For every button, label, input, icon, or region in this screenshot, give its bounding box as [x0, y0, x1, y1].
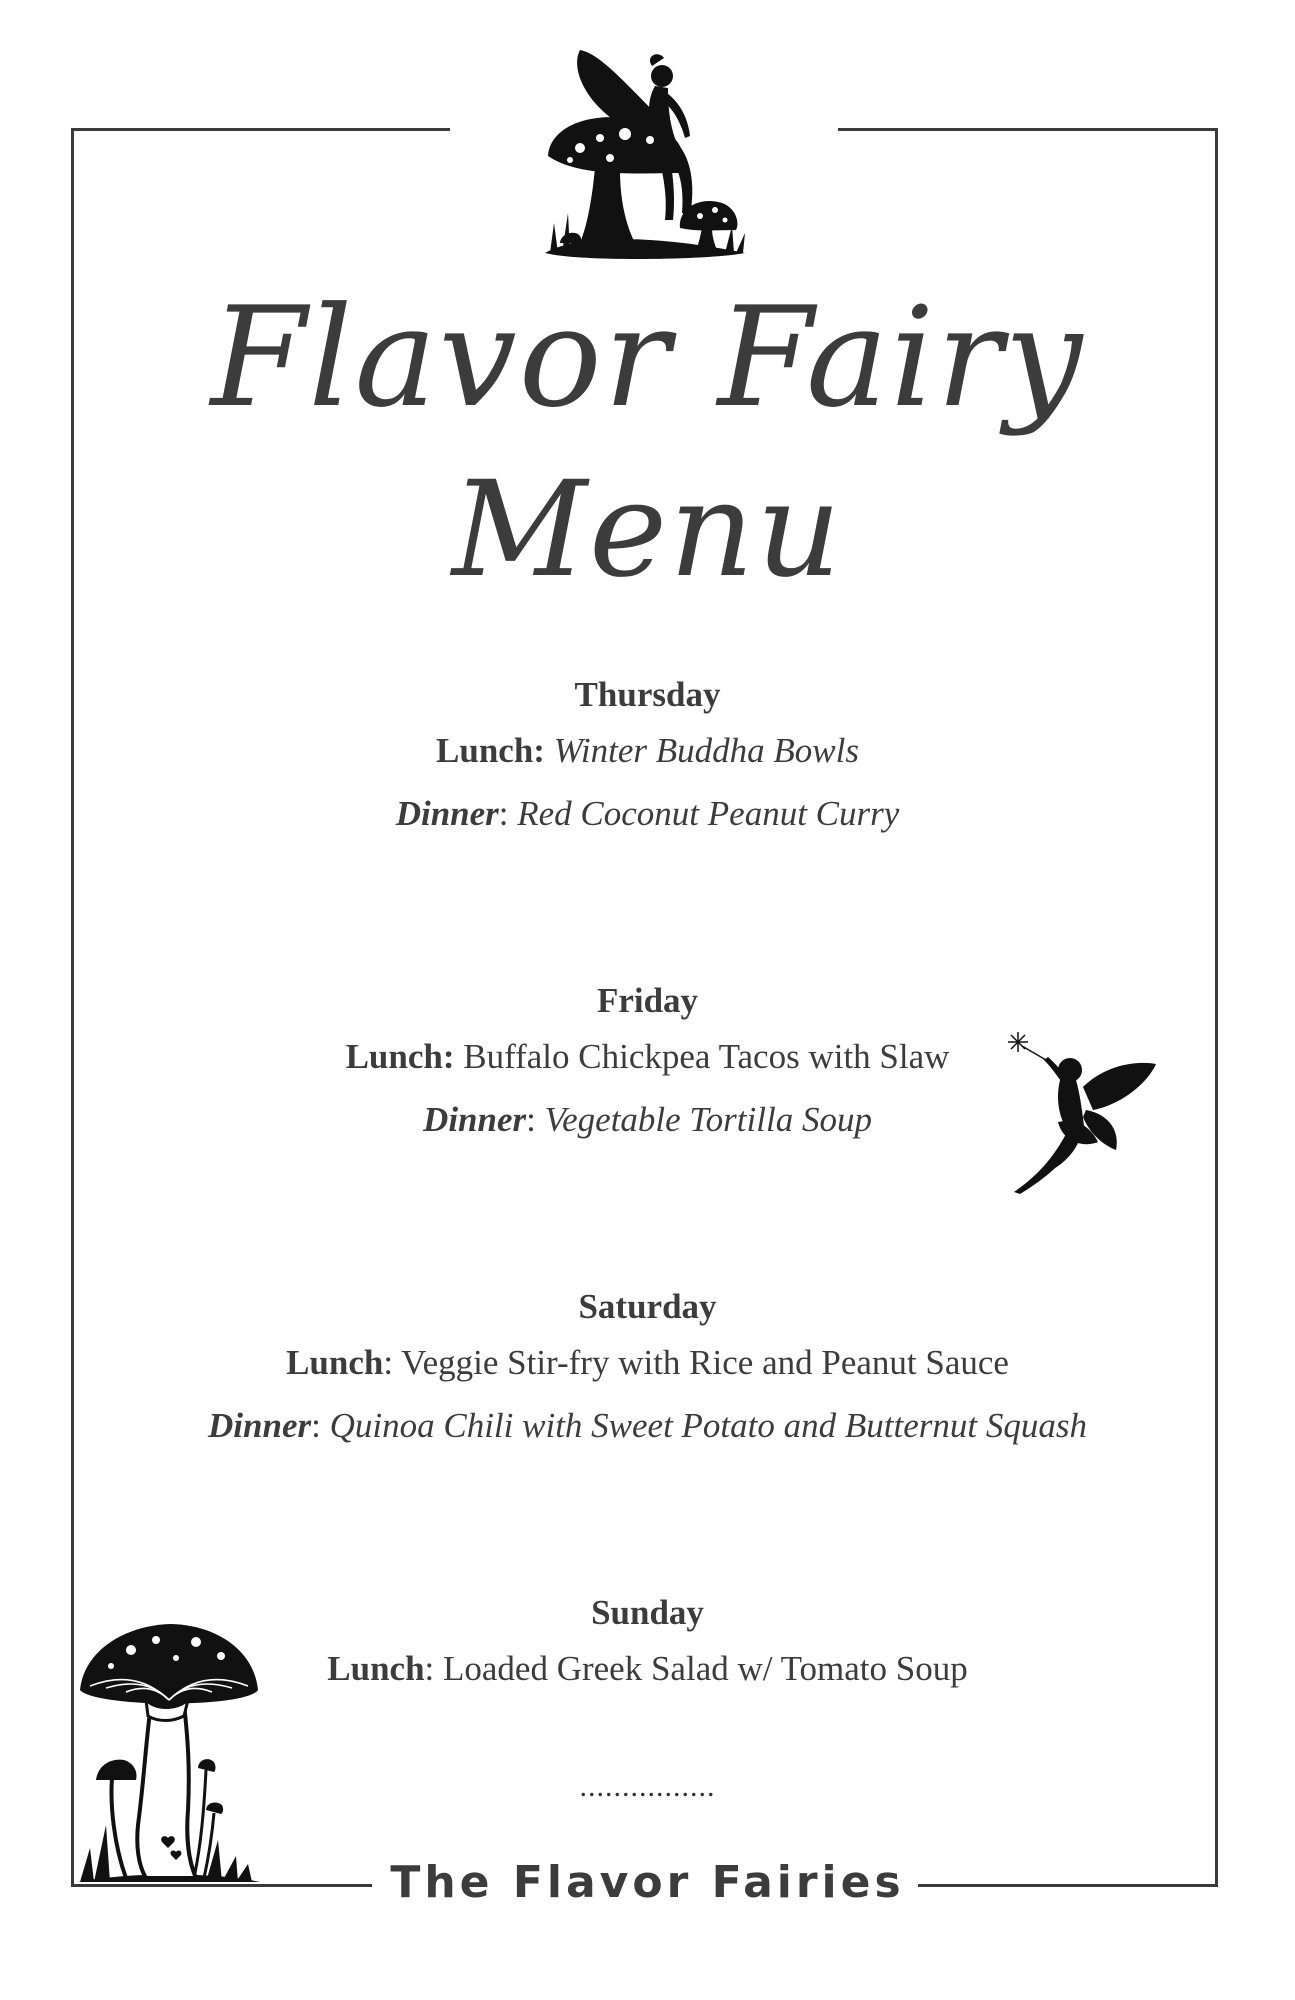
- meal-label: Dinner: [208, 1406, 312, 1445]
- meal-dish: Winter Buddha Bowls: [553, 731, 859, 770]
- day-block-thursday: [0, 675, 1295, 857]
- dinner-line: [0, 1406, 1295, 1469]
- meal-separator: :: [311, 1406, 321, 1445]
- day-heading: Thursday: [574, 675, 721, 714]
- meal-dish: : Loaded Greek Salad w/ Tomato Soup: [424, 1649, 968, 1688]
- meal-dish: Vegetable Tortilla Soup: [535, 1100, 872, 1139]
- page-title-line-1: Flavor Fairy: [210, 277, 1085, 438]
- mushroom-cluster-icon: [76, 1620, 262, 1884]
- frame-top-left-line: [71, 128, 450, 131]
- lunch-line: [0, 1343, 1295, 1406]
- fairy-on-mushroom-icon: [540, 48, 750, 263]
- meal-separator: :: [526, 1100, 536, 1139]
- flying-fairy-icon: [1008, 1032, 1158, 1194]
- meal-separator: :: [498, 794, 509, 833]
- frame-top-right-line: [838, 128, 1218, 131]
- footer-brand: The Flavor Fairies: [390, 1857, 905, 1908]
- meal-dish: Quinoa Chili with Sweet Potato and Butternut Squash: [320, 1406, 1087, 1445]
- meal-label: Lunch: [286, 1343, 384, 1382]
- footer-dots: ................: [579, 1770, 716, 1803]
- meal-label: Lunch:: [436, 731, 545, 770]
- day-heading: Sunday: [591, 1593, 704, 1632]
- page-title-line-2: Menu: [451, 453, 844, 607]
- meal-dish: : Veggie Stir-fry with Rice and Peanut Sauce: [383, 1343, 1009, 1382]
- day-heading: Saturday: [578, 1287, 717, 1326]
- meal-label: Lunch: [327, 1649, 425, 1688]
- meal-label: Dinner: [395, 794, 499, 833]
- day-heading: Friday: [596, 981, 699, 1020]
- dinner-line: [0, 794, 1295, 857]
- lunch-line: [0, 731, 1295, 794]
- meal-dish: Red Coconut Peanut Curry: [508, 794, 900, 833]
- meal-dish: Buffalo Chickpea Tacos with Slaw: [454, 1037, 950, 1076]
- day-block-saturday: [0, 1287, 1295, 1469]
- meal-label: Dinner: [423, 1100, 527, 1139]
- meal-label: Lunch:: [345, 1037, 455, 1076]
